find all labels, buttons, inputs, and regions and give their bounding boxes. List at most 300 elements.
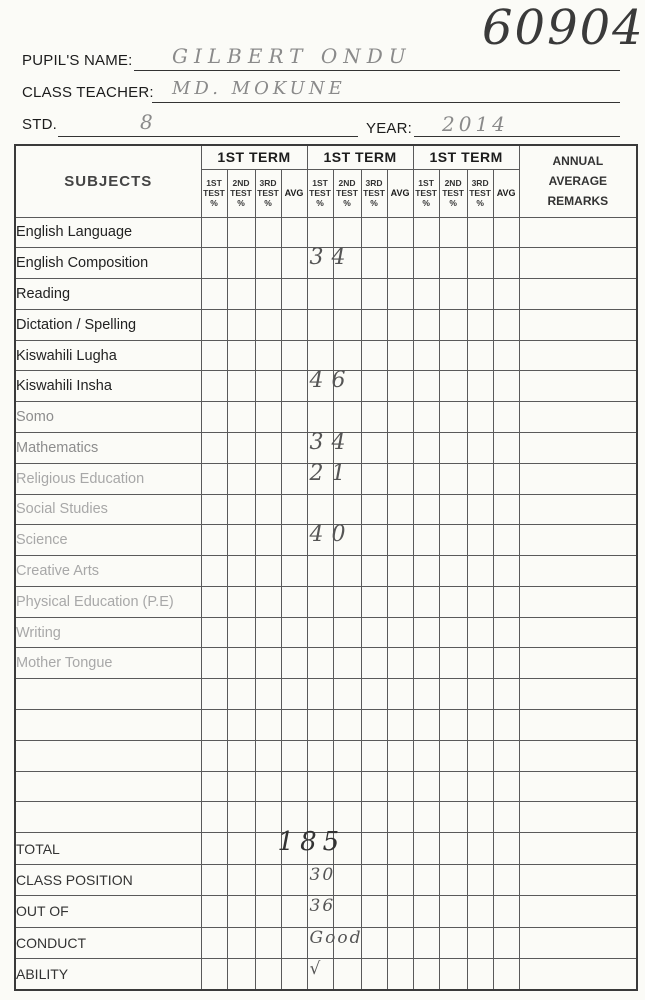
mark-cell (227, 679, 255, 710)
mark-cell (467, 679, 493, 710)
mark-cell (333, 432, 361, 463)
summary-cell (333, 864, 361, 895)
annual-average-remarks-heading: ANNUAL AVERAGE REMARKS (519, 145, 637, 217)
mark-cell (227, 556, 255, 587)
mark-cell (307, 368, 354, 402)
mark-cell (387, 217, 413, 248)
mark-cell (361, 710, 387, 741)
mark-cell (255, 309, 281, 340)
mark-cell (227, 371, 255, 402)
summary-cell (387, 864, 413, 895)
mark-cell (467, 217, 493, 248)
summary-cell (201, 927, 227, 958)
mark-cell (413, 679, 439, 710)
mark-cell (361, 556, 387, 587)
subject-row (15, 402, 637, 433)
mark-cell (201, 279, 227, 310)
test-heading: 3RD TEST % (255, 169, 281, 217)
summary-cell (387, 959, 413, 990)
mark-cell (281, 309, 307, 340)
mark-cell (467, 494, 493, 525)
mark-cell (493, 771, 519, 802)
summary-cell (333, 927, 361, 958)
summary-cell (307, 927, 363, 958)
mark-cell (493, 494, 519, 525)
summary-cell (281, 896, 307, 927)
mark-cell (387, 494, 413, 525)
summary-cell (227, 959, 255, 990)
mark-cell (255, 217, 281, 248)
mark-cell (227, 494, 255, 525)
mark-cell (307, 586, 333, 617)
summary-label: TOTAL (15, 833, 201, 864)
mark-cell (255, 525, 281, 556)
annual-remarks-cell (519, 648, 637, 679)
term-heading: 1ST TERM (413, 145, 519, 169)
mark-cell (255, 279, 281, 310)
mark-cell (255, 648, 281, 679)
mark-cell (227, 432, 255, 463)
summary-cell (277, 827, 346, 864)
subject-name: Kiswahili Lugha (15, 340, 201, 371)
test-heading: 2ND TEST % (333, 169, 361, 217)
summary-cell (333, 833, 361, 864)
year-value: 2014 (442, 112, 509, 136)
mark-cell (361, 648, 387, 679)
mark-cell (387, 617, 413, 648)
summary-cell (387, 927, 413, 958)
mark-cell (387, 371, 413, 402)
handwritten-mark: 34 (309, 429, 354, 455)
annual-remarks-cell (519, 740, 637, 771)
annual-remarks-cell (519, 679, 637, 710)
mark-cell (467, 740, 493, 771)
annual-remarks-cell (519, 309, 637, 340)
summary-row (15, 864, 637, 895)
mark-cell (361, 802, 387, 833)
summary-cell (227, 833, 255, 864)
mark-cell (361, 217, 387, 248)
mark-cell (361, 432, 387, 463)
mark-cell (439, 679, 467, 710)
summary-cell (307, 959, 333, 990)
mark-cell (439, 556, 467, 587)
summary-cell (413, 959, 439, 990)
handwritten-mark: 46 (309, 368, 354, 394)
mark-cell (493, 679, 519, 710)
mark-cell (201, 740, 227, 771)
summary-cell (493, 959, 519, 990)
subject-name: Somo (15, 402, 201, 433)
mark-cell (255, 371, 281, 402)
annual-remarks-cell (519, 340, 637, 371)
mark-cell (387, 586, 413, 617)
summary-cell (333, 896, 361, 927)
mark-cell (307, 648, 333, 679)
mark-cell (493, 340, 519, 371)
subjects-heading: SUBJECTS (15, 145, 201, 217)
mark-cell (281, 371, 307, 402)
mark-cell (439, 617, 467, 648)
mark-cell (227, 279, 255, 310)
mark-cell (281, 556, 307, 587)
subject-row (15, 309, 637, 340)
mark-cell (333, 556, 361, 587)
mark-cell (201, 648, 227, 679)
subject-row (15, 556, 637, 587)
subject-name: English Language (15, 217, 201, 248)
mark-cell (201, 525, 227, 556)
mark-cell (439, 309, 467, 340)
mark-cell (467, 248, 493, 279)
mark-cell (307, 429, 354, 463)
mark-cell (255, 586, 281, 617)
mark-cell (333, 371, 361, 402)
mark-cell (467, 525, 493, 556)
mark-cell (281, 740, 307, 771)
mark-cell (493, 309, 519, 340)
summary-cell (413, 927, 439, 958)
mark-cell (281, 617, 307, 648)
mark-cell (201, 494, 227, 525)
mark-cell (439, 463, 467, 494)
mark-cell (307, 556, 333, 587)
mark-cell (255, 402, 281, 433)
annual-remarks-cell (519, 463, 637, 494)
mark-cell (413, 556, 439, 587)
mark-cell (361, 340, 387, 371)
mark-cell (387, 279, 413, 310)
card-number: 60904 (482, 0, 645, 56)
std-value: 8 (140, 110, 153, 134)
mark-cell (493, 371, 519, 402)
test-heading: 1ST TEST % (201, 169, 227, 217)
mark-cell (227, 525, 255, 556)
mark-cell (387, 248, 413, 279)
mark-cell (467, 432, 493, 463)
mark-cell (227, 402, 255, 433)
test-heading: 3RD TEST % (467, 169, 493, 217)
test-heading: 3RD TEST % (361, 169, 387, 217)
term-heading: 1ST TERM (201, 145, 307, 169)
subject-name (15, 679, 201, 710)
mark-cell (439, 494, 467, 525)
mark-cell (493, 802, 519, 833)
mark-cell (201, 340, 227, 371)
mark-cell (467, 463, 493, 494)
summary-cell (493, 896, 519, 927)
subject-name: Physical Education (P.E) (15, 586, 201, 617)
mark-cell (493, 710, 519, 741)
mark-cell (387, 525, 413, 556)
annual-remarks-cell (519, 432, 637, 463)
subject-name: Creative Arts (15, 556, 201, 587)
test-heading: 2ND TEST % (227, 169, 255, 217)
mark-cell (493, 740, 519, 771)
subject-name: Writing (15, 617, 201, 648)
mark-cell (227, 248, 255, 279)
mark-cell (281, 248, 307, 279)
mark-cell (227, 802, 255, 833)
mark-cell (227, 740, 255, 771)
mark-cell (413, 586, 439, 617)
mark-cell (413, 740, 439, 771)
mark-cell (333, 340, 361, 371)
mark-cell (439, 740, 467, 771)
subject-row (15, 217, 637, 248)
mark-cell (227, 340, 255, 371)
mark-cell (307, 245, 354, 279)
mark-cell (387, 309, 413, 340)
summary-cell (255, 896, 281, 927)
mark-cell (307, 771, 333, 802)
annual-remarks-cell (519, 864, 637, 895)
mark-cell (467, 402, 493, 433)
mark-cell (493, 525, 519, 556)
mark-cell (387, 771, 413, 802)
summary-cell (467, 896, 493, 927)
handwritten-summary-value: 185 (277, 827, 346, 858)
summary-cell (439, 896, 467, 927)
subject-row (15, 679, 637, 710)
mark-cell (333, 771, 361, 802)
subject-name: Dictation / Spelling (15, 309, 201, 340)
mark-cell (361, 586, 387, 617)
summary-label: CLASS POSITION (15, 864, 201, 895)
subject-row (15, 710, 637, 741)
subject-row (15, 340, 637, 371)
mark-cell (467, 617, 493, 648)
mark-cell (361, 771, 387, 802)
subject-name: Mother Tongue (15, 648, 201, 679)
handwritten-summary-value: Good (309, 927, 363, 948)
mark-cell (413, 494, 439, 525)
mark-cell (387, 402, 413, 433)
mark-cell (361, 463, 387, 494)
annual-remarks-cell (519, 802, 637, 833)
mark-cell (361, 371, 387, 402)
mark-cell (201, 679, 227, 710)
mark-cell (307, 710, 333, 741)
mark-cell (413, 525, 439, 556)
mark-cell (387, 463, 413, 494)
mark-cell (467, 710, 493, 741)
handwritten-summary-value: 36 (309, 896, 336, 917)
mark-cell (281, 402, 307, 433)
mark-cell (493, 617, 519, 648)
mark-cell (493, 402, 519, 433)
mark-cell (413, 309, 439, 340)
subject-name (15, 710, 201, 741)
mark-cell (307, 617, 333, 648)
mark-cell (227, 617, 255, 648)
mark-cell (439, 217, 467, 248)
subject-name: English Composition (15, 248, 201, 279)
summary-cell (467, 833, 493, 864)
mark-cell (493, 556, 519, 587)
mark-cell (201, 586, 227, 617)
mark-cell (201, 710, 227, 741)
test-heading: 1ST TEST % (307, 169, 333, 217)
mark-cell (387, 710, 413, 741)
summary-cell (413, 833, 439, 864)
mark-cell (307, 494, 333, 525)
mark-cell (255, 494, 281, 525)
mark-cell (227, 309, 255, 340)
subject-row (15, 432, 637, 463)
subject-row (15, 740, 637, 771)
subject-name: Science (15, 525, 201, 556)
subject-row (15, 494, 637, 525)
pupil-name-label: PUPIL'S NAME: (22, 52, 133, 69)
mark-cell (439, 586, 467, 617)
mark-cell (255, 340, 281, 371)
annual-remarks-cell (519, 586, 637, 617)
mark-cell (413, 371, 439, 402)
mark-cell (439, 525, 467, 556)
mark-cell (467, 279, 493, 310)
mark-cell (467, 309, 493, 340)
summary-cell (361, 864, 387, 895)
summary-cell (493, 833, 519, 864)
mark-cell (361, 494, 387, 525)
mark-cell (255, 679, 281, 710)
summary-cell (307, 896, 336, 927)
mark-cell (227, 771, 255, 802)
annual-remarks-cell (519, 217, 637, 248)
mark-cell (307, 460, 354, 494)
summary-cell (361, 927, 387, 958)
subject-name: Mathematics (15, 432, 201, 463)
mark-cell (439, 771, 467, 802)
summary-cell (227, 896, 255, 927)
mark-cell (333, 309, 361, 340)
mark-cell (439, 340, 467, 371)
mark-cell (467, 340, 493, 371)
mark-cell (227, 586, 255, 617)
mark-cell (255, 432, 281, 463)
mark-cell (387, 340, 413, 371)
summary-cell (439, 927, 467, 958)
summary-cell (467, 927, 493, 958)
subject-name (15, 740, 201, 771)
mark-cell (467, 556, 493, 587)
summary-label: ABILITY (15, 959, 201, 990)
mark-cell (387, 679, 413, 710)
mark-cell (493, 279, 519, 310)
mark-cell (307, 340, 333, 371)
summary-cell (227, 927, 255, 958)
subject-name: Reading (15, 279, 201, 310)
annual-remarks-cell (519, 402, 637, 433)
mark-cell (467, 802, 493, 833)
summary-cell (467, 959, 493, 990)
mark-cell (387, 556, 413, 587)
summary-cell (201, 833, 227, 864)
annual-remarks-cell (519, 279, 637, 310)
mark-cell (439, 279, 467, 310)
mark-cell (281, 463, 307, 494)
annual-remarks-cell (519, 556, 637, 587)
subject-name: Kiswahili Insha (15, 371, 201, 402)
subject-name: Social Studies (15, 494, 201, 525)
summary-cell (255, 927, 281, 958)
annual-remarks-cell (519, 771, 637, 802)
mark-cell (307, 740, 333, 771)
mark-cell (333, 279, 361, 310)
mark-cell (493, 586, 519, 617)
summary-cell (387, 833, 413, 864)
mark-cell (281, 679, 307, 710)
mark-cell (281, 340, 307, 371)
mark-cell (361, 740, 387, 771)
handwritten-summary-value: 30 (309, 864, 336, 885)
mark-cell (201, 248, 227, 279)
annual-remarks-cell (519, 959, 637, 990)
mark-cell (307, 309, 333, 340)
mark-cell (227, 463, 255, 494)
mark-cell (361, 248, 387, 279)
mark-cell (201, 309, 227, 340)
subject-name (15, 771, 201, 802)
mark-cell (255, 740, 281, 771)
summary-cell (227, 864, 255, 895)
term-heading: 1ST TERM (307, 145, 413, 169)
summary-cell (413, 896, 439, 927)
mark-cell (413, 771, 439, 802)
mark-cell (361, 309, 387, 340)
subject-row (15, 525, 637, 556)
summary-cell (493, 927, 519, 958)
summary-label: CONDUCT (15, 927, 201, 958)
mark-cell (201, 802, 227, 833)
mark-cell (201, 556, 227, 587)
mark-cell (413, 432, 439, 463)
pupil-name-row (22, 44, 622, 74)
mark-cell (413, 802, 439, 833)
mark-cell (281, 586, 307, 617)
handwritten-mark: 40 (309, 522, 354, 548)
mark-cell (439, 248, 467, 279)
mark-cell (413, 710, 439, 741)
summary-row (15, 959, 637, 990)
mark-cell (307, 679, 333, 710)
annual-remarks-cell (519, 525, 637, 556)
mark-cell (201, 432, 227, 463)
mark-cell (333, 217, 361, 248)
std-label: STD. (22, 116, 57, 133)
mark-cell (333, 248, 361, 279)
mark-cell (439, 648, 467, 679)
handwritten-summary-value: √ (309, 959, 323, 980)
mark-cell (281, 525, 307, 556)
mark-cell (439, 802, 467, 833)
summary-cell (413, 864, 439, 895)
annual-remarks-cell (519, 494, 637, 525)
mark-cell (387, 648, 413, 679)
mark-cell (333, 494, 361, 525)
mark-cell (333, 648, 361, 679)
annual-remarks-cell (519, 371, 637, 402)
mark-cell (307, 522, 354, 556)
mark-cell (493, 648, 519, 679)
mark-cell (333, 525, 361, 556)
avg-heading: AVG (493, 169, 519, 217)
summary-cell (255, 959, 281, 990)
mark-cell (281, 710, 307, 741)
mark-cell (467, 648, 493, 679)
subject-row (15, 648, 637, 679)
